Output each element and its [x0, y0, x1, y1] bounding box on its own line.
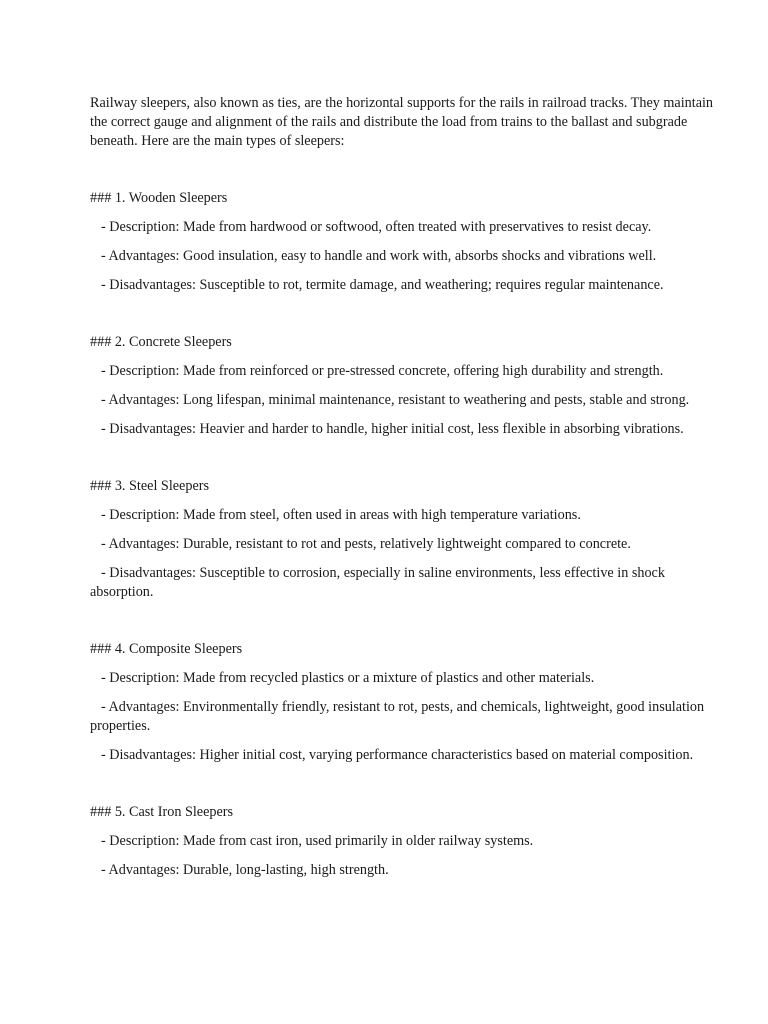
bullet-text: - Disadvantages: Heavier and harder to handle, higher initial cost, less flexible in absorbing vibrations. — [101, 421, 684, 437]
bullet-advantages — [90, 247, 730, 266]
section-steel-sleepers — [90, 477, 730, 602]
section-heading: ### 3. Steel Sleepers — [90, 478, 209, 494]
bullet-text: - Advantages: Durable, long-lasting, high strength. — [101, 862, 389, 878]
bullet-text: - Description: Made from steel, often used in areas with high temperature variations. — [101, 507, 581, 523]
bullet-text: - Description: Made from reinforced or pre-stressed concrete, offering high durability and strength. — [101, 363, 664, 379]
bullet-disadvantages — [90, 564, 730, 602]
section-heading: ### 1. Wooden Sleepers — [90, 190, 228, 206]
bullet-advantages — [90, 861, 730, 880]
bullet-text: - Advantages: Durable, resistant to rot and pests, relatively lightweight compared to concrete. — [101, 536, 631, 552]
bullet-disadvantages — [90, 276, 730, 295]
bullet-text: - Description: Made from hardwood or softwood, often treated with preservatives to resist decay. — [101, 219, 652, 235]
bullet-text: - Description: Made from cast iron, used primarily in older railway systems. — [101, 833, 534, 849]
bullet-text: - Advantages: Good insulation, easy to handle and work with, absorbs shocks and vibrations well. — [101, 248, 657, 264]
bullet-advantages — [90, 391, 730, 410]
bullet-text: - Advantages: Long lifespan, minimal maintenance, resistant to weathering and pests, stable and strong. — [101, 392, 690, 408]
bullet-text: - Disadvantages: Susceptible to corrosion, especially in saline environments, less effective in shock absorption. — [90, 565, 665, 600]
bullet-description — [90, 218, 730, 237]
section-wooden-sleepers — [90, 189, 730, 295]
bullet-description — [90, 669, 730, 688]
section-cast-iron-sleepers — [90, 803, 730, 880]
document-page — [90, 94, 730, 880]
bullet-disadvantages — [90, 420, 730, 439]
intro-paragraph: Railway sleepers, also known as ties, are the horizontal supports for the rails in railroad tracks. They maintain the correct gauge and alignment of the rails and distribute the load from trains to the ballast and subgrade beneath. Here are the main types of sleepers: — [90, 95, 714, 149]
bullet-description — [90, 506, 730, 525]
section-heading: ### 4. Composite Sleepers — [90, 641, 243, 657]
bullet-advantages — [90, 698, 730, 736]
bullet-text: - Description: Made from recycled plastics or a mixture of plastics and other materials. — [101, 670, 595, 686]
section-concrete-sleepers — [90, 333, 730, 439]
bullet-disadvantages — [90, 746, 730, 765]
bullet-description — [90, 362, 730, 381]
section-heading: ### 2. Concrete Sleepers — [90, 334, 232, 350]
bullet-text: - Disadvantages: Susceptible to rot, termite damage, and weathering; requires regular maintenance. — [101, 277, 664, 293]
bullet-text: - Disadvantages: Higher initial cost, varying performance characteristics based on material composition. — [101, 747, 694, 763]
section-composite-sleepers — [90, 640, 730, 765]
section-heading: ### 5. Cast Iron Sleepers — [90, 804, 234, 820]
bullet-advantages — [90, 535, 730, 554]
bullet-text: - Advantages: Environmentally friendly, resistant to rot, pests, and chemicals, lightweight, good insulation properties. — [90, 699, 705, 734]
bullet-description — [90, 832, 730, 851]
